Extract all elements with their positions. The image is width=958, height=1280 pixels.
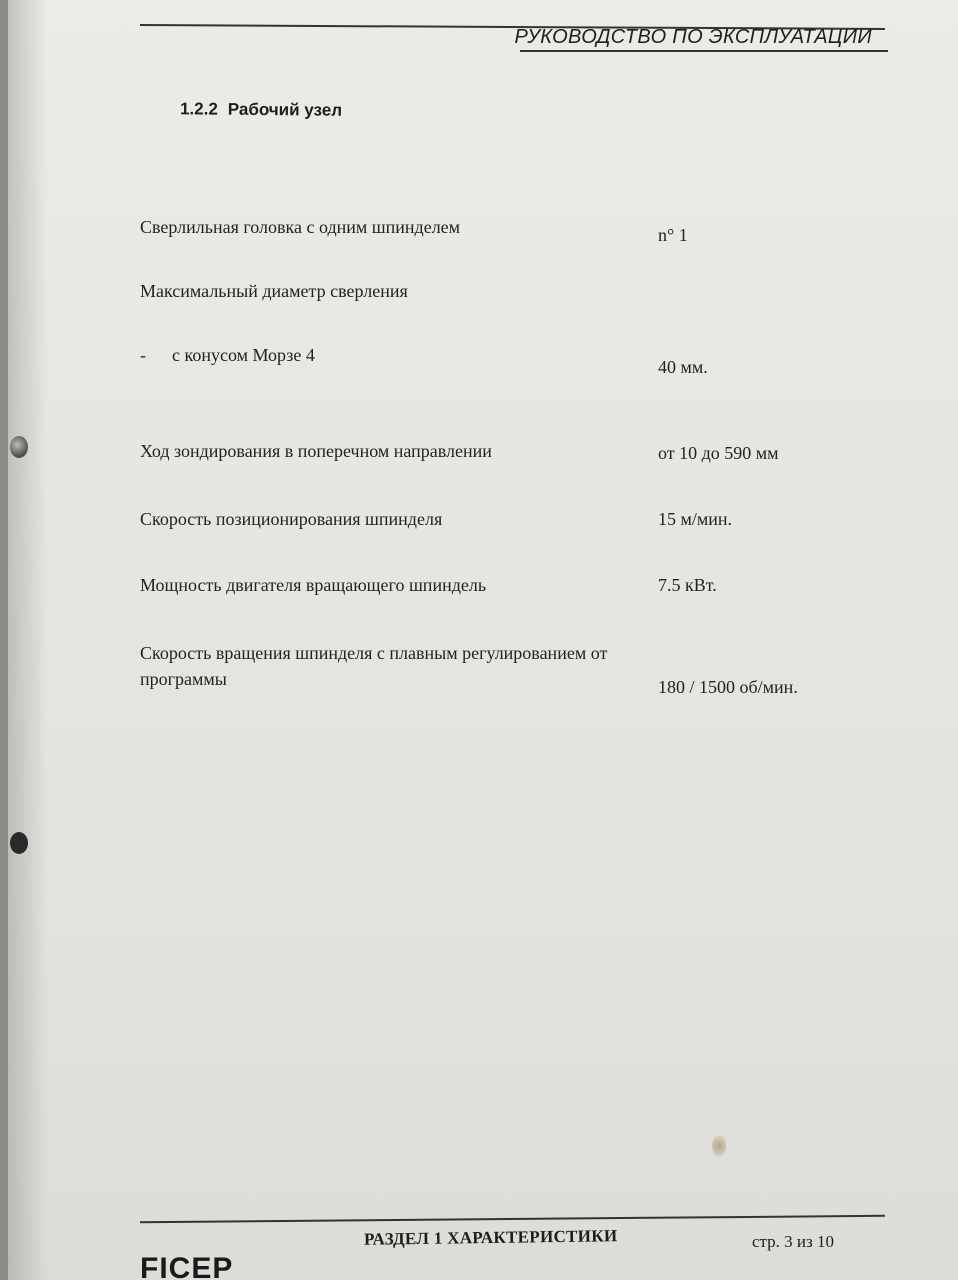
section-title: Рабочий узел [227,99,343,120]
footer-page-number: стр. 3 из 10 [752,1232,834,1251]
spec-label: Скорость позиционирования шпинделя [140,509,443,529]
punch-hole-bottom [10,832,28,854]
spec-value: n° 1 [658,225,688,245]
company-logo: FICEP [140,1252,234,1280]
spec-label: - с конусом Морзе 4 [140,342,660,368]
document-page [8,0,958,1280]
footer-rule [140,1215,885,1224]
spec-label: Сверлильная головка с одним шпинделем [140,217,461,237]
punch-hole-top [10,436,28,458]
spec-value: от 10 до 590 мм [658,443,779,463]
paper-stain [712,1135,726,1157]
footer-section-title: РАЗДЕЛ 1 ХАРАКТЕРИСТИКИ [363,1226,618,1249]
header-title: РУКОВОДСТВО ПО ЭКСПЛУАТАЦИИ [514,26,872,48]
spec-value: 180 / 1500 об/мин. [658,677,798,697]
spec-label: Скорость вращения шпинделя с плавным регулированием от программы [140,643,608,689]
section-heading [180,99,342,120]
header-bottom-rule [520,50,888,52]
spec-value: 7.5 кВт. [658,575,717,595]
spec-value: 40 мм. [658,357,708,377]
section-number: 1.2.2 [179,99,218,119]
bullet-dash: - [140,345,146,365]
spec-label: Максимальный диаметр сверления [140,281,408,301]
spec-label: Ход зондирования в поперечном направлении [140,441,492,461]
spec-value: 15 м/мин. [658,509,733,529]
spec-label: Мощность двигателя вращающего шпиндель [140,575,487,595]
